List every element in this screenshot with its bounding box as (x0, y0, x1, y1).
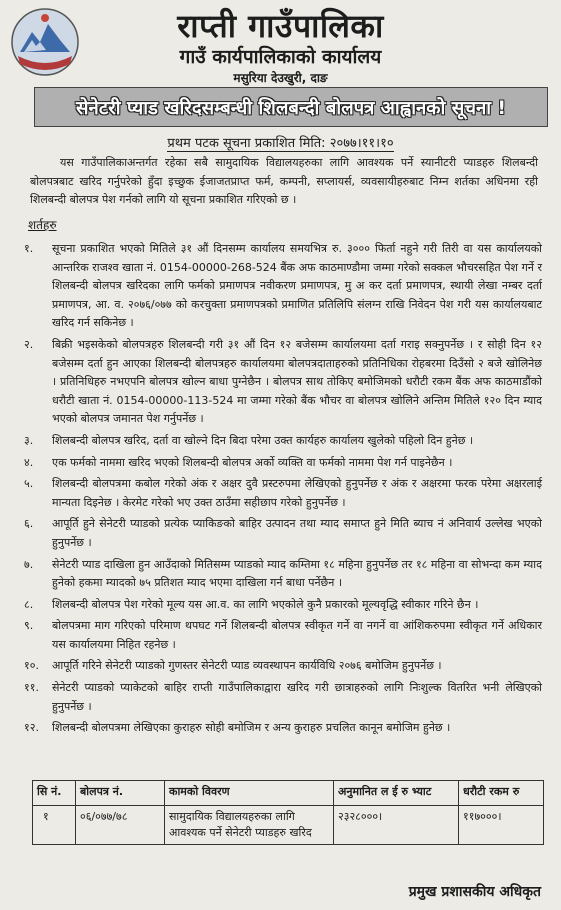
first-published-text: प्रथम पटक सूचना प्रकाशित मिति: २०७७।११।१० (167, 136, 394, 151)
col-description-header: कामको विवरण (165, 781, 334, 806)
table-header-row (33, 781, 544, 806)
first-published-date (0, 133, 561, 151)
office-subtitle: गाउँ कार्यपालिकाको कार्यालय (179, 46, 382, 68)
term-number: ९. (24, 619, 34, 633)
term-item (22, 336, 542, 429)
term-number: १. (24, 242, 34, 255)
term-item (22, 454, 542, 473)
col-estimate-header: अनुमानित ल ई रु भ्याट (334, 781, 459, 806)
term-text: शिलबन्दी बोलपत्र पेश गरेको मूल्य यस आ.व. का लागि भएकोले कुनै प्रकारको मूल्यवृद्धि स्वीकार गरिने छैन । (52, 597, 479, 611)
term-item (22, 657, 542, 676)
term-item (22, 515, 542, 552)
term-number: ७. (24, 557, 34, 571)
col-deposit-header: धरौटी रकम रु (459, 781, 544, 806)
term-number: ५. (24, 477, 34, 491)
term-text: सेनेटरी प्याडको प्याकेटको बाहिर राप्ती गाउँपालिकाद्वारा खरिद गरी छात्राहरुको लागि निःशुल्क वितरित भनी लेखिएको हुनुपर्नेछ । (52, 681, 542, 713)
term-number: ३. (24, 433, 34, 447)
term-number: ४. (24, 455, 34, 469)
term-number: ८. (24, 597, 34, 611)
term-number: २. (24, 337, 34, 351)
table-row (33, 806, 544, 845)
col-serial-header: सि नं. (33, 781, 76, 806)
tender-table (32, 780, 544, 845)
terms-heading: शर्तहरु (28, 218, 57, 232)
term-text: शिलबन्दी बोलपत्रमा कबोल गरेको अंक र अक्षर दुवै प्रस्टरुपमा लेखिएको हुनुपर्नेछ र अंक र अक्षरमा फरक परेमा अक्षरलाई मान्यता दिइनेछ । केरमेट गरेको भए उक्त ठाउँमा सहीछाप गरेको हुनुपर्नेछ । (52, 477, 542, 509)
col-tender-no-header: बोलपत्र नं. (76, 781, 165, 806)
intro-paragraph (30, 154, 538, 210)
intro-text: यस गाउँपालिकाअन्तर्गत रहेका सबै सामुदायिक विद्यालयहरुका लागि आवश्यक पर्ने स्यानीटरी प्याडहरु शिलबन्दी बोलपत्रबाट खरिद गर्नुपरेको हुँदा इच्छुक ईजाजतप्राप्त फर्म, कम्पनी, सप्लायर्स, व्यवसायीहरुबाट निम्न शर्तका अधिनमा रही शिलबन्दी बोलपत्र पेश गर्नको लागि यो सूचना प्रकाशित गरिएको छ । (30, 156, 538, 206)
terms-list (22, 240, 542, 741)
term-text: शिलबन्दी बोलपत्रमा लेखिएका कुराहरु सोही बमोजिम र अन्य कुराहरु प्रचलित कानून बमोजिम हुनेछ । (52, 721, 451, 735)
cell-deposit: ११७०००। (459, 806, 544, 845)
cell-serial: १ (33, 806, 76, 845)
term-item (22, 679, 542, 716)
cell-estimate: २३२८०००। (334, 806, 459, 845)
office-address: मसुरिया देउखुरी, दाङ (233, 71, 328, 85)
term-item (22, 719, 542, 738)
term-text: सेनेटरी प्याड दाखिला हुन आउँदाको मितिसम्म प्याडको म्याद कम्तिमा १८ महिना हुनुपर्नेछ तर १८ महिना वा सोभन्दा कम म्याद हुनेको हकमा म्यादको ७५ प्रतिशत म्याद भएमा दाखिला गर्न बाधा पर्नेछैन । (52, 557, 542, 590)
cell-description: सामुदायिक विद्यालयहरुका लागि आवश्यक पर्ने सेनेटरी प्याडहरु खरिद (165, 806, 334, 845)
term-item (22, 556, 542, 593)
term-item (22, 432, 542, 451)
term-number: ११. (24, 681, 39, 695)
municipality-title: राप्ती गाउँपालिका (177, 7, 384, 45)
term-text: शिलबन्दी बोलपत्र खरिद, दर्ता वा खोल्ने दिन बिदा परेमा उक्त कार्यहरु कार्यालय खुलेको पहिलो दिन हुनेछ । (52, 433, 474, 447)
term-text: एक फर्मको नाममा खरिद भएको शिलबन्दी बोलपत्र अर्को व्यक्ति वा फर्मको नाममा पेश गर्न पाइनेछैन । (52, 455, 453, 469)
term-number: १०. (24, 659, 39, 673)
term-text: आपूर्ति हुने सेनेटरी प्याडको प्रत्येक प्याकिङको बाहिर उत्पादन तथा म्याद समाप्त हुने मिति ब्याच नं अनिवार्य उल्लेख भएको हुनुपर्नेछ । (52, 517, 542, 549)
term-number: ६. (24, 517, 34, 531)
term-item (22, 475, 542, 512)
term-item (22, 596, 542, 615)
term-text: बिक्री भइसकेको बोलपत्रहरु शिलबन्दी गरी ३१ औं दिन १२ बजेसम्म कार्यालयमा दर्ता गराइ सक्नुपर्नेछ । र सोही दिन १२ बजेसम्म दर्ता हुन आएका शिलबन्दी बोलपत्रहरु कार्यालयमा बोलपत्रदाताहरुको प्रतिनिधिका रोहबरमा दिउँसो २ बजे खोलिनेछ । प्रतिनिधिहरु नभएपनि बोलपत्र खोल्न बाधा पुग्नेछैन । बोलपत्र साथ तोकिए बमोजिमको धरौटी रकम बैंक अफ काठमाडौंको धरौटी खाता नं. 0154-00000-113-524 मा जम्मा गरेको बैंक भौचर वा बोलपत्र खोलिने अन्तिम मितिले १२० दिन म्याद भएको बोलपत्र जमानत पेश गर्नुपर्नेछ । (52, 337, 542, 426)
cell-tender-no: ०६/०७७/७८ (76, 806, 165, 845)
term-number: १२. (24, 721, 39, 735)
signature-title: प्रमुख प्रशासकीय अधिकृत (408, 884, 541, 900)
notice-title-banner: सेनेटरी प्याड खरिदसम्बन्धी शिलबन्दी बोलपत्र आह्वानको सूचना ! (34, 87, 548, 127)
term-item (22, 240, 542, 333)
term-text: आपूर्ति गरिने सेनेटरी प्याडको गुणस्तर सेनेटरी प्याड व्यवस्थापन कार्यविधि २०७६ बमोजिम हुनुपर्नेछ । (52, 659, 442, 673)
term-text: सूचना प्रकाशित भएको मितिले ३१ औं दिनसम्म कार्यालय समयभित्र रु. ३००० फिर्ता नहुने गरी तिरी वा यस कार्यालयको आन्तरिक राजश्व खाता नं. 0154-00000-268-524 बैंक अफ काठमाण्डौमा जम्मा गरेको सक्कल भौचरसहित पेश गर्ने र शिलबन्दी बोलपत्र खरिदका लागि फर्मको प्रमाणपत्र नवीकरण प्रमाणपत्र, मु अ कर दर्ता प्रमाणपत्र, स्थायी लेखा नम्बर दर्ता प्रमाणपत्र, आ. व. २०७६/०७७ को करचुक्ता प्रमाणपत्रको प्रमाणित प्रतिलिपि संलग्न राखि निवेदन पेश गरी यस कार्यालयबाट खरिद गर्न सकिनेछ । (52, 242, 542, 330)
term-item (22, 617, 542, 654)
term-text: बोलपत्रमा माग गरिएको परिमाण थपघट गर्ने शिलबन्दी बोलपत्र स्वीकृत गर्ने वा नगर्ने वा आंशिकरुपमा स्वीकृत गर्ने अधिकार यस कार्यालयमा निहित रहनेछ । (52, 619, 542, 651)
